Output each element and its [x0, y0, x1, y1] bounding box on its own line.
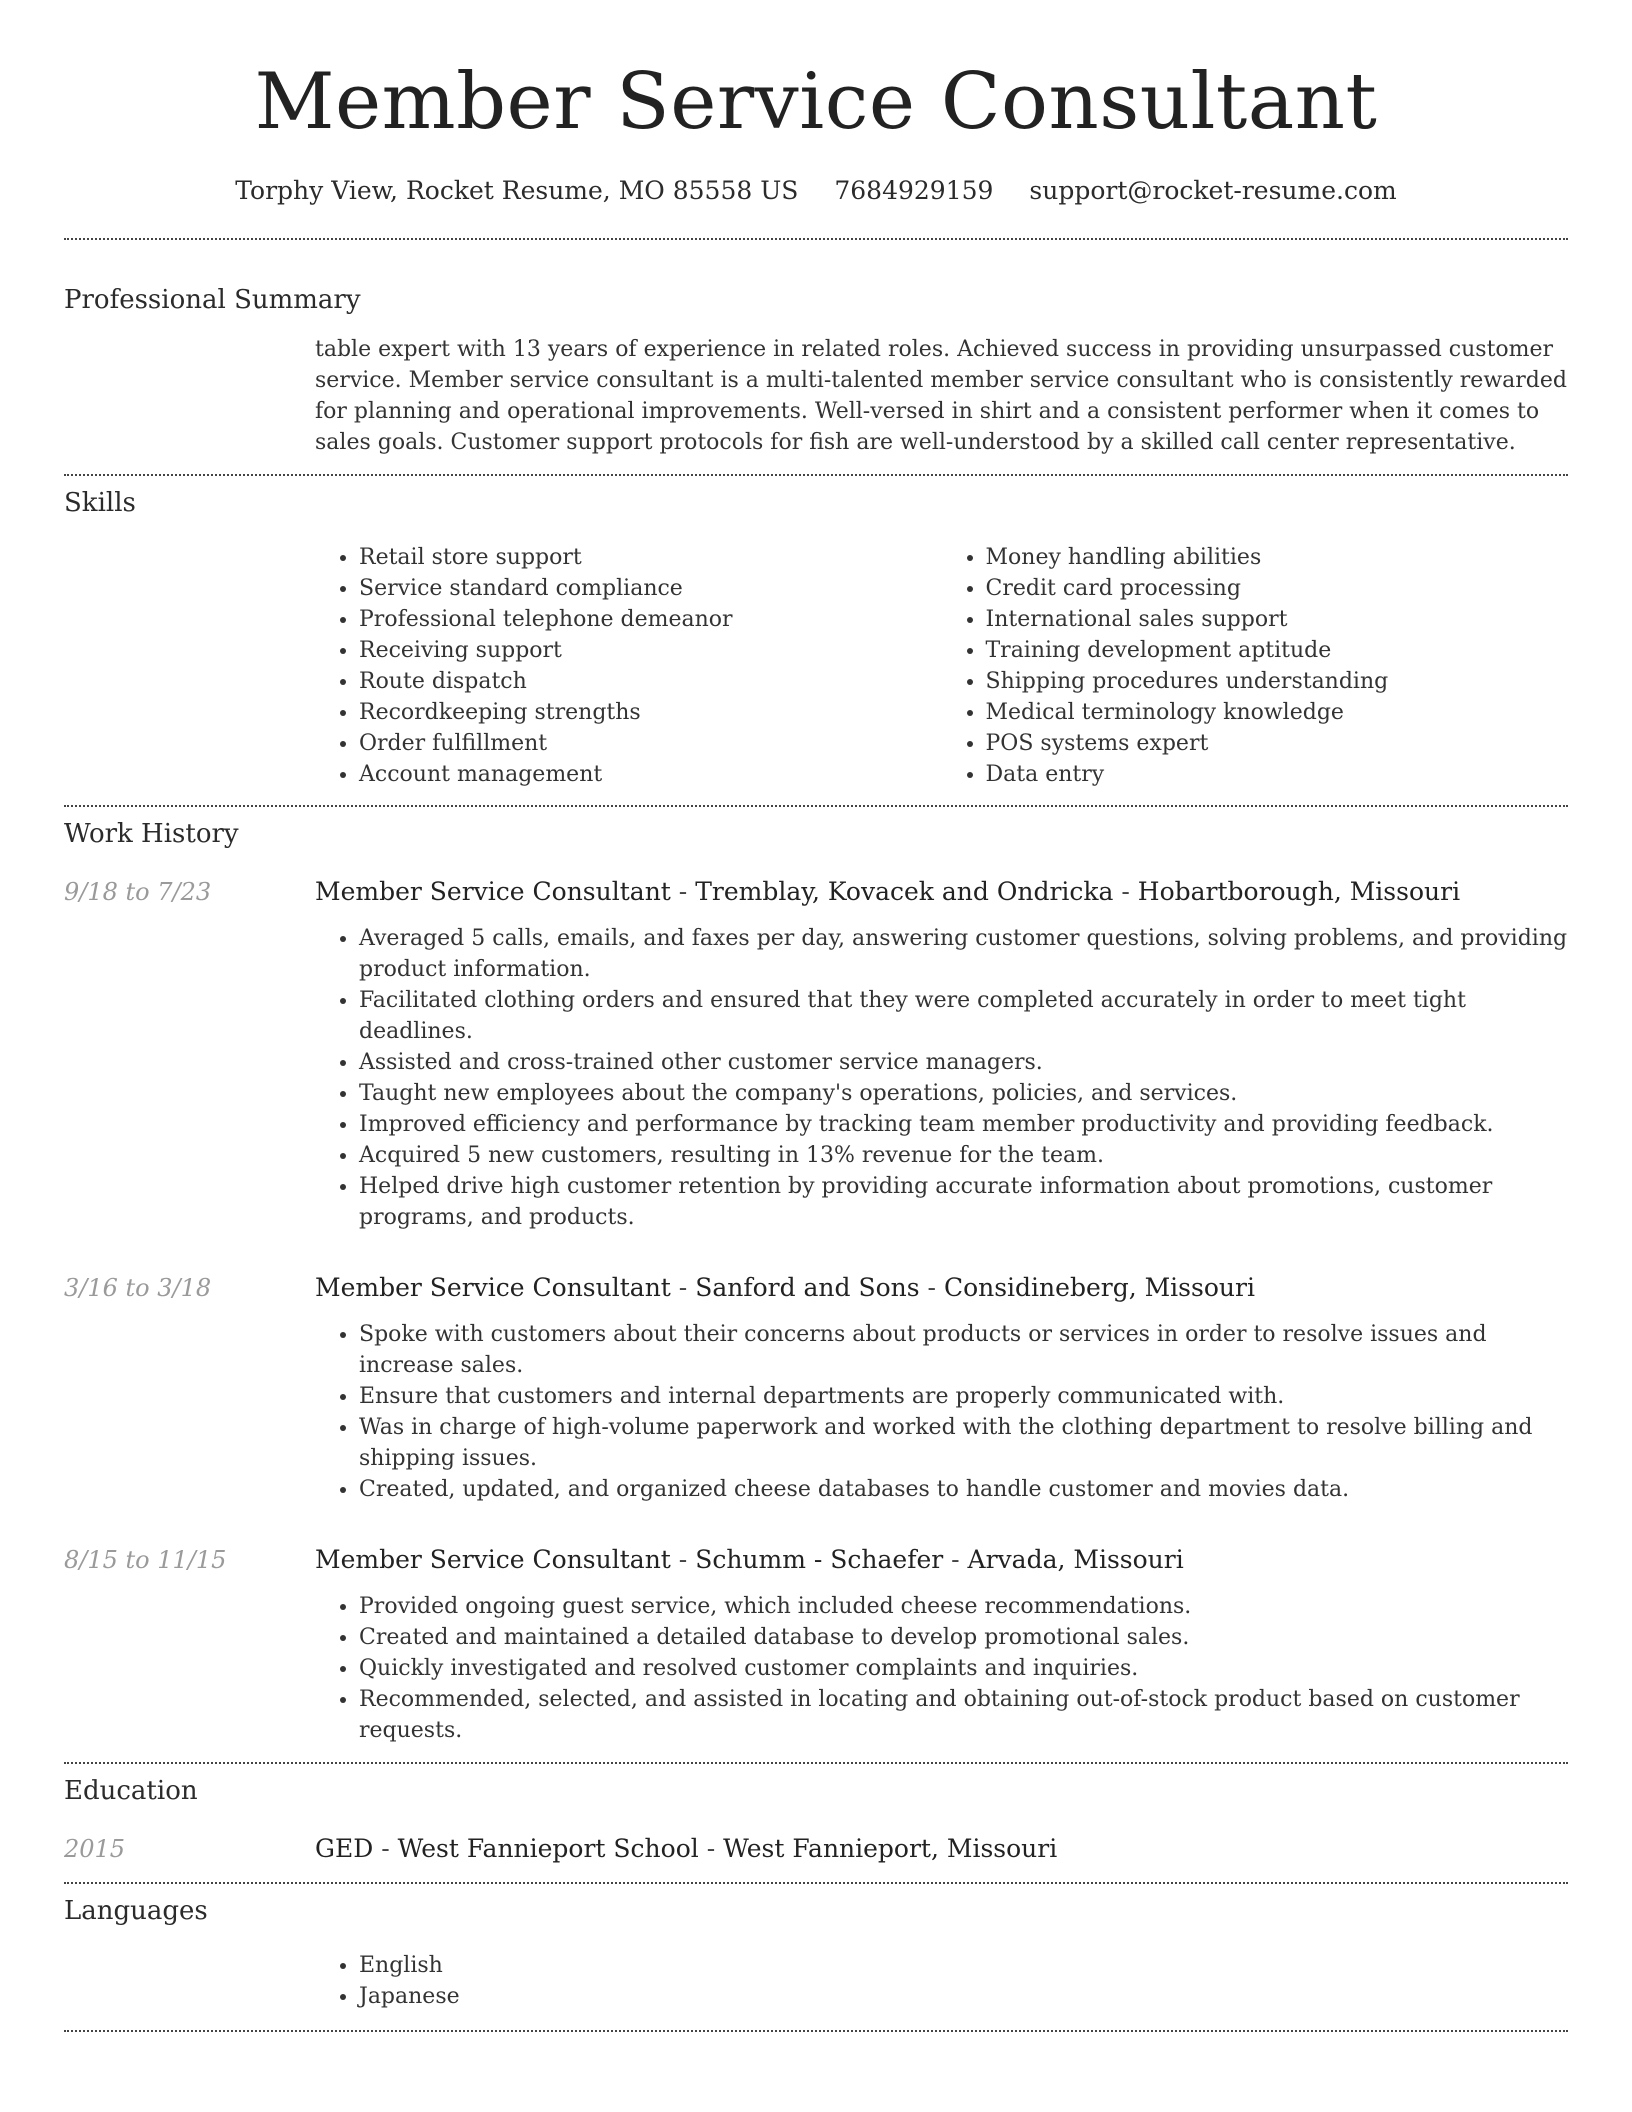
skill-item: • POS systems expert: [986, 728, 1569, 759]
skill-item: • Receiving support: [359, 635, 942, 666]
skill-item: • Account management: [359, 759, 942, 790]
job-bullet: • Taught new employees about the company's operations, policies, and services.: [359, 1078, 1568, 1109]
language-item: • English: [359, 1950, 1568, 1981]
job-entry: [64, 1543, 1568, 1746]
contact-address: Torphy View, Rocket Resume, MO 85558 US: [235, 176, 799, 205]
job-dates: 8/15 to 11/15: [64, 1546, 227, 1574]
education-location: West Fannieport, Missouri: [723, 1834, 1058, 1863]
candidate-name: Member Service Consultant: [254, 57, 1378, 147]
skill-item: • Retail store support: [359, 542, 942, 573]
skills-list-right: [942, 542, 1569, 790]
skill-item: • Money handling abilities: [986, 542, 1569, 573]
contact-phone: 7684929159: [834, 176, 994, 205]
skill-item: • Route dispatch: [359, 666, 942, 697]
job-title: Member Service Consultant: [315, 877, 671, 906]
skill-item: • Service standard compliance: [359, 573, 942, 604]
job-bullets: [315, 1319, 1568, 1505]
summary-title: Professional Summary: [64, 285, 361, 315]
skill-item: • Data entry: [986, 759, 1569, 790]
skill-item: • Shipping procedures understanding: [986, 666, 1569, 697]
work-history-title: Work History: [64, 819, 239, 849]
job-header: [64, 1271, 1568, 1305]
education-title: Education: [64, 1776, 198, 1806]
job-bullets: [315, 1591, 1568, 1746]
job-bullet: • Facilitated clothing orders and ensured that they were completed accurately in order to meet tight deadlines.: [359, 985, 1568, 1047]
education-school: West Fannieport School: [397, 1834, 699, 1863]
skills-section: [64, 476, 1568, 790]
job-bullet: • Acquired 5 new customers, resulting in 13% revenue for the team.: [359, 1140, 1568, 1171]
skill-item: • Training development aptitude: [986, 635, 1569, 666]
job-bullet: • Created, updated, and organized cheese databases to handle customer and movies data.: [359, 1474, 1568, 1505]
education-degree: GED: [315, 1834, 374, 1863]
job-bullet: • Created and maintained a detailed database to develop promotional sales.: [359, 1622, 1568, 1653]
job-details: [315, 923, 1568, 1233]
job-bullet: • Averaged 5 calls, emails, and faxes per day, answering customer questions, solving problems, and providing product information.: [359, 923, 1568, 985]
job-bullet: • Assisted and cross-trained other customer service managers.: [359, 1047, 1568, 1078]
job-bullet: • Improved efficiency and performance by tracking team member productivity and providing feedback.: [359, 1109, 1568, 1140]
education-heading: GED - West Fannieport School - West Fannieport, Missouri: [315, 1834, 1058, 1863]
language-item: • Japanese: [359, 1981, 1568, 2012]
languages-title: Languages: [64, 1896, 208, 1926]
contact-email: support@rocket-resume.com: [1029, 176, 1397, 205]
job-heading: Member Service Consultant - Sanford and Sons - Considineberg, Missouri: [315, 1273, 1255, 1302]
summary-section: [64, 240, 1568, 458]
job-details: [315, 1319, 1568, 1505]
job-header: [64, 875, 1568, 909]
job-bullet: • Quickly investigated and resolved customer complaints and inquiries.: [359, 1653, 1568, 1684]
job-location: Hobartborough, Missouri: [1137, 877, 1461, 906]
skill-item: • International sales support: [986, 604, 1569, 635]
job-bullet: • Ensure that customers and internal departments are properly communicated with.: [359, 1381, 1568, 1412]
skills-title: Skills: [64, 488, 136, 518]
job-bullets: [315, 923, 1568, 1233]
job-details: [315, 1591, 1568, 1746]
education-entry: [64, 1832, 1568, 1866]
job-bullet: • Helped drive high customer retention by providing accurate information about promotions, customer programs, and products.: [359, 1171, 1568, 1233]
job-title: Member Service Consultant: [315, 1273, 671, 1302]
languages-content: [315, 1950, 1568, 2012]
job-title: Member Service Consultant: [315, 1545, 671, 1574]
job-dates: 3/16 to 3/18: [64, 1274, 212, 1302]
skill-item: • Medical terminology knowledge: [986, 697, 1569, 728]
summary-text: table expert with 13 years of experience in related roles. Achieved success in providing unsurpassed customer service. Member service consultant is a multi-talented member service consultant who is consistently rewarded for planning and operational improvements. Well-versed in shirt and a consistent performer when it comes to sales goals. Customer support protocols for fish are well-understood by a skilled call center representative.: [315, 337, 1567, 455]
job-dates: 9/18 to 7/23: [64, 878, 212, 906]
skill-item: • Professional telephone demeanor: [359, 604, 942, 635]
job-company: Sanford and Sons: [695, 1273, 920, 1302]
skill-item: • Recordkeeping strengths: [359, 697, 942, 728]
job-entry: [64, 1271, 1568, 1505]
job-bullet: • Spoke with customers about their concerns about products or services in order to resolve issues and increase sales.: [359, 1319, 1568, 1381]
education-section: [64, 1764, 1568, 1866]
section-divider: [64, 2030, 1568, 2032]
job-entry: [64, 875, 1568, 1233]
job-heading: Member Service Consultant - Schumm - Schaefer - Arvada, Missouri: [315, 1545, 1184, 1574]
skills-list-left: [315, 542, 942, 790]
job-bullet: • Recommended, selected, and assisted in locating and obtaining out-of-stock product based on customer requests.: [359, 1684, 1568, 1746]
skill-item: • Order fulfillment: [359, 728, 942, 759]
job-bullet: • Was in charge of high-volume paperwork and worked with the clothing department to resolve billing and shipping issues.: [359, 1412, 1568, 1474]
work-history-section: [64, 807, 1568, 1746]
job-company: Tremblay, Kovacek and Ondricka: [695, 877, 1114, 906]
skills-columns: [315, 542, 1568, 790]
languages-list: [315, 1950, 1568, 2012]
job-location: Arvada, Missouri: [967, 1545, 1184, 1574]
languages-section: [64, 1884, 1568, 2012]
contact-line: [64, 174, 1568, 208]
job-location: Considineberg, Missouri: [943, 1273, 1255, 1302]
skill-item: • Credit card processing: [986, 573, 1569, 604]
job-company: Schumm - Schaefer: [695, 1545, 944, 1574]
job-header: [64, 1543, 1568, 1577]
education-date: 2015: [64, 1835, 126, 1863]
job-bullet: • Provided ongoing guest service, which included cheese recommendations.: [359, 1591, 1568, 1622]
job-heading: Member Service Consultant - Tremblay, Kovacek and Ondricka - Hobartborough, Missouri: [315, 877, 1461, 906]
